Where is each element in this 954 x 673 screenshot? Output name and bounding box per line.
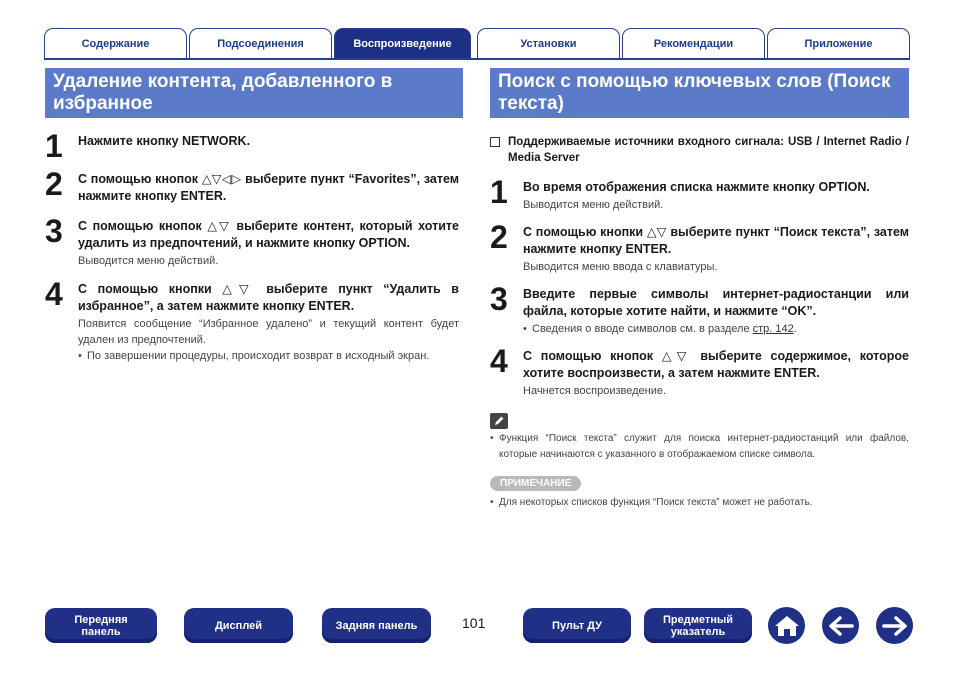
step-number: 1 [490,174,508,210]
step-2 [45,165,459,206]
rear-panel-button[interactable]: Задняя панель [322,608,431,643]
arrow-right-icon [881,615,909,637]
step-text: С помощью кнопок △▽ выберите контент, который хотите удалить из предпочтений, и нажмите кнопку OPTION. [78,218,459,250]
note-text: • Для некоторых списков функция “Поиск текста” может не работать. [490,496,813,508]
memo-block [490,413,909,463]
tab-appendix[interactable]: Приложение [767,28,910,58]
note-block [490,473,909,511]
step-bullet: • По завершении процедуры, происходит возврат в исходный экран. [78,349,430,362]
tab-settings[interactable]: Установки [477,28,620,58]
step-note: Начнется воспроизведение. [523,384,667,397]
page-link[interactable]: стр. 142 [752,322,794,335]
step-number: 3 [45,212,63,249]
checkbox-square-icon [490,137,500,147]
home-icon [773,613,801,639]
left-column [45,128,459,364]
arrow-left-icon [827,615,855,637]
search-step-2 [490,218,909,275]
pencil-icon [490,413,508,429]
note-badge: ПРИМЕЧАНИЕ [490,476,581,491]
right-section-heading: Поиск с помощью ключевых слов (Поиск текста) [490,68,909,118]
search-step-1 [490,174,909,213]
home-button[interactable] [768,607,805,644]
tab-connections[interactable]: Подсоединения [189,28,332,58]
step-4 [45,275,459,364]
step-text: С помощью кнопок △▽ выберите содержимое, которое хотите воспроизвести, а затем нажмите ENTER. [523,348,909,380]
step-number: 3 [490,280,508,317]
front-panel-button[interactable]: Передняя панель [45,608,157,643]
step-text: С помощью кнопки △▽ выберите пункт “Удалить в избранное”, а затем нажмите кнопку ENTER. [78,281,459,313]
search-step-4 [490,342,909,399]
display-button[interactable]: Дисплей [184,608,293,643]
step-number: 4 [45,275,63,312]
step-1 [45,128,459,164]
step-number: 2 [490,218,508,255]
tab-underline [44,58,910,60]
step-number: 2 [45,165,63,202]
step-note: Выводится меню действий. [78,254,219,267]
search-step-3 [490,280,909,337]
right-column [490,134,909,511]
tab-tips[interactable]: Рекомендации [622,28,765,58]
step-note: Появится сообщение “Избранное удалено” и текущий контент будет удален из предпочтений. [78,317,459,346]
tab-contents[interactable]: Содержание [44,28,187,58]
step-text: Введите первые символы интернет-радиостанции или файла, которые хотите найти, и нажмите “OK”. [523,286,909,318]
step-number: 1 [45,128,63,164]
step-note: Выводится меню действий. [523,198,664,211]
step-text: Нажмите кнопку NETWORK. [78,134,251,148]
left-section-heading: Удаление контента, добавленного в избранное [45,68,463,118]
index-button[interactable]: Предметный указатель [644,608,752,643]
page-number: 101 [462,615,486,631]
remote-button[interactable]: Пульт ДУ [523,608,631,643]
tab-playback[interactable]: Воспроизведение [334,28,471,58]
memo-text: • Функция “Поиск текста” служит для поиска интернет-радиостанций или файлов, которые начинаются с указанного в отображаемом списке символа. [490,432,909,460]
step-text: С помощью кнопки △▽ выберите пункт “Поиск текста”, затем нажмите кнопку ENTER. [523,224,909,256]
step-3 [45,212,459,269]
tab-bar [44,26,910,60]
step-note: Выводится меню ввода с клавиатуры. [523,260,718,273]
step-number: 4 [490,342,508,379]
step-text: Во время отображения списка нажмите кнопку OPTION. [523,180,870,194]
back-button[interactable] [822,607,859,644]
supported-sources: Поддерживаемые источники входного сигнала: USB / Internet Radio / Media Server [490,134,909,166]
forward-button[interactable] [876,607,913,644]
step-text: С помощью кнопок △▽◁▷ выберите пункт “Favorites”, затем нажмите кнопку ENTER. [78,171,459,203]
step-bullet: • Сведения о вводе символов см. в разделе стр. 142. [523,322,797,335]
